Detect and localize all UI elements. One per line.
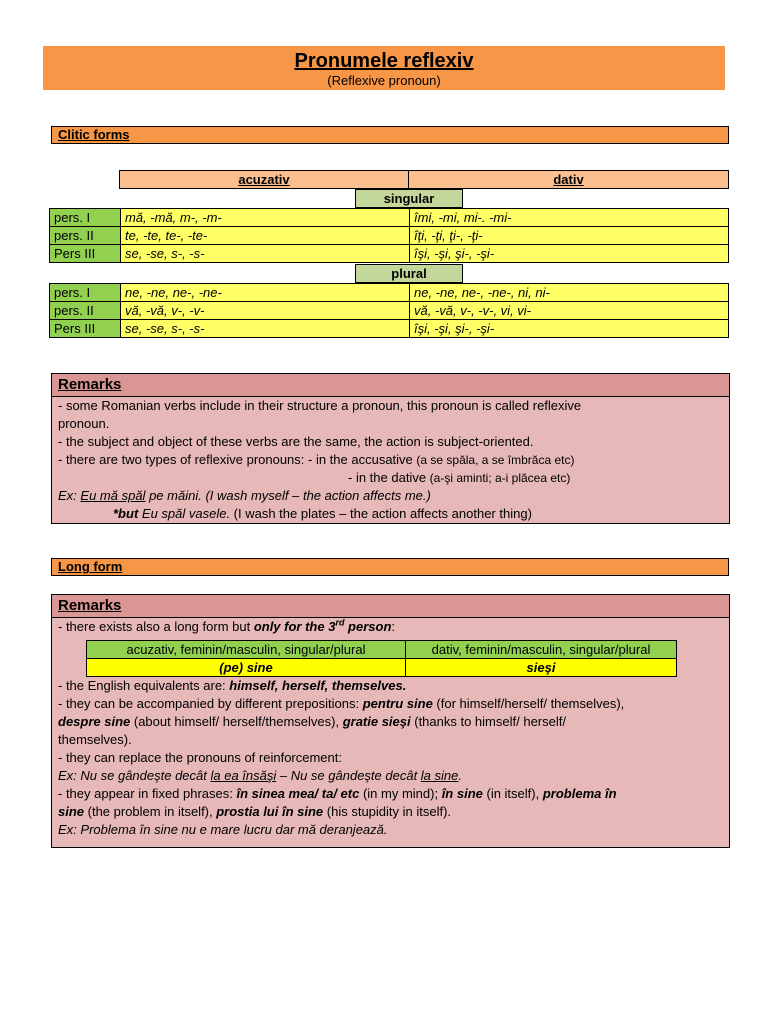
pers-cell: pers. II [50, 302, 121, 320]
remark-line: pronoun. [58, 416, 110, 431]
remark-bold: despre sine [58, 714, 131, 729]
remark-bold: în sine [441, 786, 483, 801]
remark-line: - the subject and object of these verbs are the same, the action is subject-oriented. [58, 434, 534, 449]
remark-text: (for himself/herself/ themselves), [432, 696, 625, 711]
remark-bold: sine [58, 804, 85, 819]
long-val-dat: sieşi [406, 659, 677, 677]
remark-line: - some Romanian verbs include in their structure a pronoun, this pronoun is called reflexive [58, 398, 582, 413]
acc-cell: ne, -ne, ne-, -ne- [121, 284, 410, 302]
remark-text: – Nu se gândeşte decât [276, 768, 421, 783]
table-row [50, 320, 729, 338]
remark-text: . [458, 768, 462, 783]
long-col-acc: acuzativ, feminin/masculin, singular/plural [87, 641, 406, 659]
dat-cell: îmi, -mi, mi-. -mi- [410, 209, 729, 227]
remark-line: Ex: Problema în sine nu e mare lucru dar mă deranjează. [58, 822, 388, 837]
remark-line: themselves). [58, 732, 132, 747]
remark-text: (I wash myself – the action affects me.) [205, 488, 431, 503]
dat-cell: îţi, -ţi, ţi-, -ţi- [410, 227, 729, 245]
table-row [50, 245, 729, 263]
remark-bold: gratie sieşi [342, 714, 411, 729]
remark-text: pe măini. [145, 488, 206, 503]
remark-text: Eu spăl vasele. [138, 506, 231, 521]
dat-cell: îşi, -şi, şi-, -şi- [410, 245, 729, 263]
remark-bold: problema în [542, 786, 617, 801]
remark-line: - they can replace the pronouns of reinforcement: [58, 750, 342, 765]
remarks-heading: Remarks [52, 595, 729, 618]
long-col-dat: dativ, feminin/masculin, singular/plural [406, 641, 677, 659]
remark-text: - they can be accompanied by different prepositions: [58, 696, 363, 711]
col-dativ: dativ [409, 171, 729, 189]
remark-text: (I wash the plates – the action affects another thing) [230, 506, 532, 521]
remark-text: (thanks to himself/ herself/ [410, 714, 566, 729]
remark-line [58, 451, 723, 469]
remark-text: - there exists also a long form but [58, 619, 254, 634]
remark-line [58, 505, 723, 523]
remark-underlined: la ea însăşi [210, 768, 277, 783]
title-box [43, 46, 725, 90]
remarks-body [52, 397, 729, 523]
acc-cell: vă, -vă, v-, -v- [121, 302, 410, 320]
remark-bold: prostia lui în sine [216, 804, 324, 819]
dat-cell: îşi, -şi, şi-, -şi- [410, 320, 729, 338]
table-row [50, 302, 729, 320]
remark-text: Ex: Nu se gândeşte decât [58, 768, 211, 783]
long-val-acc: (pe) sine [87, 659, 406, 677]
remark-bold: pentru sine [362, 696, 433, 711]
remark-line [58, 767, 723, 785]
remark-example: (a se spăla, a se îmbrăca etc) [416, 453, 575, 467]
remark-text: - there are two types of reflexive pronouns: - in the accusative [58, 452, 417, 467]
remark-bold: himself, herself, themselves. [229, 678, 407, 693]
remark-text: (in itself), [482, 786, 543, 801]
dat-cell: vă, -vă, v-, -v-, vi, vi- [410, 302, 729, 320]
remark-text: - the English equivalents are: [58, 678, 230, 693]
clitic-header-table [119, 170, 729, 189]
remark-bold: în sinea mea/ ta/ etc [236, 786, 360, 801]
plural-table [49, 283, 729, 338]
dat-cell: ne, -ne, ne-, -ne-, ni, ni- [410, 284, 729, 302]
acc-cell: te, -te, te-, -te- [121, 227, 410, 245]
remark-text: (his stupidity in itself). [323, 804, 452, 819]
remark-text: Ex: [58, 488, 81, 503]
acc-cell: se, -se, s-, -s- [121, 320, 410, 338]
remark-text: - they appear in fixed phrases: [58, 786, 237, 801]
pers-cell: pers. II [50, 227, 121, 245]
remark-bold: only for the 3 [253, 619, 336, 634]
group-plural: plural [356, 265, 463, 283]
group-singular: singular [356, 190, 463, 208]
remarks-box-1 [51, 373, 730, 524]
acc-cell: mă, -mă, m-, -m- [121, 209, 410, 227]
remark-line [58, 695, 723, 713]
table-row [50, 284, 729, 302]
remark-underlined: Eu mă spăl [80, 488, 146, 503]
pers-cell: Pers III [50, 245, 121, 263]
pers-cell: pers. I [50, 284, 121, 302]
remark-line [58, 487, 723, 505]
acc-cell: se, -se, s-, -s- [121, 245, 410, 263]
remark-text: - in the dative [348, 470, 430, 485]
remark-line [58, 469, 723, 487]
pers-cell: Pers III [50, 320, 121, 338]
remark-bold: *but [113, 506, 139, 521]
table-row [50, 227, 729, 245]
page-title: Pronumele reflexiv [294, 50, 474, 72]
remark-text: : [391, 619, 396, 634]
remark-text: (in my mind); [359, 786, 442, 801]
remark-line [58, 618, 723, 636]
singular-label-table [355, 189, 463, 208]
remarks-heading: Remarks [52, 374, 729, 397]
remark-line [58, 713, 723, 731]
remark-example: (a-şi aminti; a-i plăcea etc) [429, 471, 571, 485]
pers-cell: pers. I [50, 209, 121, 227]
page-subtitle: (Reflexive pronoun) [327, 73, 441, 88]
remark-line [58, 677, 723, 695]
plural-label-table [355, 264, 463, 283]
remark-bold: person [344, 619, 392, 634]
remark-line [58, 803, 723, 821]
section-clitic-forms: Clitic forms [51, 126, 729, 144]
section-long-form: Long form [51, 558, 729, 576]
remarks-box-2 [51, 594, 730, 848]
remark-text: (about himself/ herself/themselves), [130, 714, 343, 729]
singular-table [49, 208, 729, 263]
remarks-body [52, 618, 729, 839]
remark-line [58, 785, 723, 803]
long-form-table [86, 640, 677, 677]
remark-text: (the problem in itself), [84, 804, 217, 819]
remark-sup: rd [335, 617, 345, 628]
col-acuzativ: acuzativ [120, 171, 409, 189]
remark-underlined: la sine [420, 768, 459, 783]
table-row [50, 209, 729, 227]
